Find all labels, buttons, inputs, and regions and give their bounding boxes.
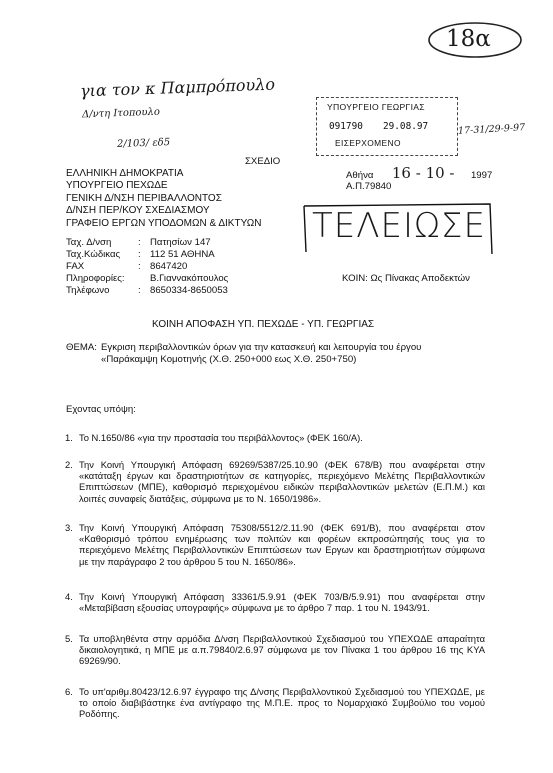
header-org-block [66,168,261,230]
contact-colon [138,273,150,285]
contact-value: 8650334-8650053 [150,285,228,296]
koin-line: ΚΟΙΝ: Ως Πίνακας Αποδεκτών [342,273,470,284]
subject-line1: Εγκριση περιβαλλοντικών όρων για την κατασκευή και λειτουργία του έργου [101,342,422,353]
contact-value: 8647420 [150,261,188,272]
item-number: 3. [65,522,73,533]
incoming-stamp [316,97,458,156]
contact-label: Πληροφορίες: [66,273,125,284]
handwritten-note-line3: 2/103/ εδ5 [116,137,171,150]
stamp-number: 091790 [329,121,363,132]
page-number-text: 18α [446,26,491,52]
contact-label: Τηλέφωνο [66,285,110,296]
contact-colon: : [138,249,141,260]
contact-row [66,285,228,297]
list-item [65,459,485,504]
completed-stamp [300,200,496,256]
list-item [65,591,485,614]
handwritten-note-line2: Δ/ντη Ιτοπουλο [81,106,161,121]
contact-value: Β.Γιαννακόπουλος [150,273,229,284]
contact-block [66,237,228,297]
decision-title: ΚΟΙΝΗ ΑΠΟΦΑΣΗ ΥΠ. ΠΕΧΩΔΕ - ΥΠ. ΓΕΩΡΓΙΑΣ [152,319,375,330]
contact-row [66,237,228,249]
contact-row [66,249,228,261]
list-item [65,432,485,443]
stamp-date: 29.08.97 [383,121,429,132]
date-prefix: Αθήνα [346,170,374,181]
protocol-number: Α.Π.79840 [346,181,392,192]
page-number-mark [426,20,526,60]
contact-label: Ταχ.Κώδικας [66,249,121,260]
item-number: 1. [65,432,73,443]
contact-label: Ταχ. Δ/νση [66,237,112,248]
stamp-ministry: ΥΠΟΥΡΓΕΙΟ ΓΕΩΡΓΙΑΣ [327,102,425,112]
list-item [65,686,485,720]
item-text: Την Κοινή Υπουργική Απόφαση 33361/5.9.91 (ΦΕΚ 703/Β/5.9.91) που αναφέρεται στην «Μεταβίβαση εξουσίας υπογραφής» σύμφωνα με το άρθρο 7 παρ. 1 του Ν. 1943/91. [79,591,485,614]
contact-label: FAX [66,261,85,272]
draft-label: ΣΧΕΔΙΟ [245,156,281,167]
date-handwritten: 16 - 10 - [391,164,455,182]
item-text: Το υπ'αριθμ.80423/12.6.97 έγγραφο της Δ/νσης Περιβαλλοντικού Σχεδιασμού του ΥΠΕΧΩΔΕ, με το οποίο διαβιβάστηκε ένα αντίγραφο της Μ.Π.Ε. προς το Νομαρχιακό Συμβούλιο του νομού Ροδόπης. [79,686,485,720]
item-number: 4. [65,591,73,602]
contact-value: 112 51 ΑΘΗΝΑ [150,249,215,260]
intro-line: Εχοντας υπόψη: [66,404,136,415]
contact-colon: : [138,285,141,296]
header-line: ΥΠΟΥΡΓΕΙΟ ΠΕΧΩΔΕ [66,180,168,192]
subject-label: ΘΕΜΑ: [66,342,97,353]
header-line: ΓΕΝΙΚΗ Δ/ΝΣΗ ΠΕΡΙΒΑΛΛΟΝΤΟΣ [66,192,222,204]
contact-value: Πατησίων 147 [150,237,211,248]
contact-colon: : [138,237,141,248]
item-text: Την Κοινή Υπουργική Απόφαση 75308/5512/2.11.90 (ΦΕΚ 691/Β), που αναφέρεται στον «Καθορισμό τρόπου ενημέρωσης των πολιτών και φορέων εκπροσώπησής τους για το περιεχόμενο Μελέτης Περιβαλλοντικών Επιπτώσεων των Εργων και δραστηριοτήτων σύμφωνα με την παράγραφο 2 του άρθρου 5 του Ν. 1650/86». [79,522,485,567]
item-text: Το Ν.1650/86 «για την προστασία του περιβάλλοντος» (ΦΕΚ 160/Α). [79,432,363,443]
header-line: ΓΡΑΦΕΙΟ ΕΡΓΩΝ ΥΠΟΔΟΜΩΝ & ΔΙΚΤΥΩΝ [66,217,262,229]
stamp-label: ΕΙΣΕΡΧΟΜΕΝΟ [335,138,401,148]
contact-row [66,261,228,273]
header-line: ΕΛΛΗΝΙΚΗ ΔΗΜΟΚΡΑΤΙΑ [66,168,184,179]
header-line: Δ/ΝΣΗ ΠΕΡ/ΚΟΥ ΣΧΕΔΙΑΣΜΟΥ [66,205,210,217]
list-item [65,522,485,567]
item-number: 6. [65,686,73,697]
item-number: 2. [65,459,73,470]
contact-row [66,273,228,285]
item-number: 5. [65,633,73,644]
date-year: 1997 [470,170,493,181]
list-item [65,633,485,667]
contact-colon: : [138,261,141,272]
completed-stamp-word: ΤΕΛΕΙΩΣΕ [312,206,486,246]
handwritten-note-line1: για τον κ Παμπρόπουλο [79,74,276,101]
subject-line2: «Παράκαμψη Κομοτηνής (Χ.Θ. 250+000 εως Χ.Θ. 250+750) [101,354,357,365]
stamp-right-note: 17-31/29-9-97 [457,122,526,137]
item-text: Τα υποβληθέντα στην αρμόδια Δ/νση Περιβαλλοντικού Σχεδιασμού του ΥΠΕΧΩΔΕ απαραίτητα δικαιολογητικά, η ΜΠΕ με α.π.79840/2.6.97 σύμφωνα με τον Πίνακα 1 του άρθρου 16 της ΚΥΑ 69269/90. [79,633,485,667]
item-text: Την Κοινή Υπουργική Απόφαση 69269/5387/25.10.90 (ΦΕΚ 678/Β) που αναφέρεται στην «κατάταξη έργων και δραστηριοτήτων σε κατηγορίες, περιεχόμενο Μελέτης Περιβαλλοντικών Επιπτώσεων (ΜΠΕ), καθορισμό περιεχομένου ειδικών περιβαλλοντικών μελετών (Ε.Π.Μ.) και λοιπές συναφείς διατάξεις, σύμφωνα με το Ν. 1650/1986». [79,459,485,504]
